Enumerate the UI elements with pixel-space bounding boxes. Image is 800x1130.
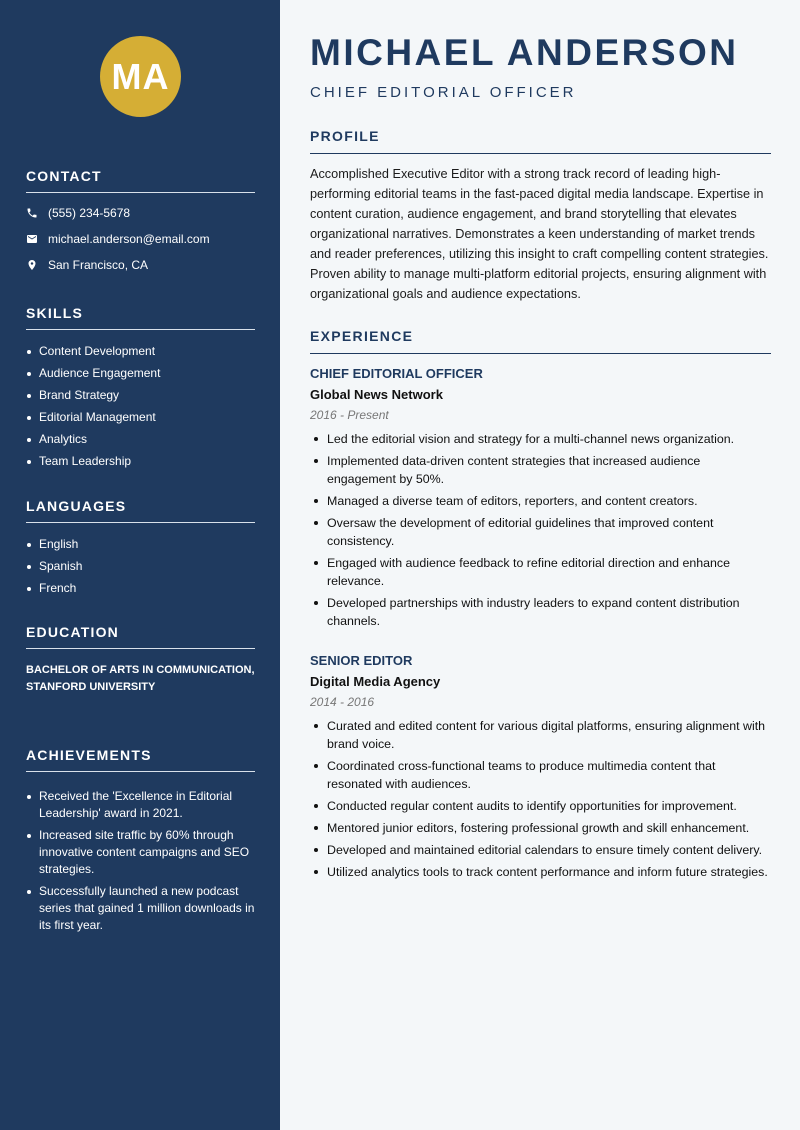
job-bullet: Developed partnerships with industry leaders to expand content distribution channels.	[310, 594, 771, 630]
job-bullet: Led the editorial vision and strategy for a multi-channel news organization.	[310, 430, 771, 448]
location-pin-icon	[26, 259, 38, 271]
skill-item: Brand Strategy	[26, 387, 255, 404]
job-company: Digital Media Agency	[310, 674, 441, 689]
skill-item: Team Leadership	[26, 453, 255, 470]
skills-heading: SKILLS	[26, 305, 255, 330]
job-bullet: Implemented data-driven content strategies that increased audience engagement by 50%.	[310, 452, 771, 488]
job-bullet: Developed and maintained editorial calendars to ensure timely content delivery.	[310, 841, 771, 859]
contact-phone	[26, 206, 255, 219]
candidate-name: MICHAEL ANDERSON	[310, 32, 739, 73]
profile-heading: PROFILE	[310, 128, 771, 154]
languages-section	[26, 498, 255, 602]
skills-section	[26, 305, 255, 475]
achievement-item: Increased site traffic by 60% through innovative content campaigns and SEO strategies.	[26, 827, 255, 878]
job-bullet: Engaged with audience feedback to refine editorial direction and enhance relevance.	[310, 554, 771, 590]
job-entry	[310, 653, 771, 885]
contact-phone-text: (555) 234-5678	[48, 205, 131, 220]
job-bullet: Managed a diverse team of editors, reporters, and content creators.	[310, 492, 771, 510]
contact-section	[26, 168, 255, 284]
job-entry	[310, 366, 771, 634]
achievement-item: Received the 'Excellence in Editorial Leadership' award in 2021.	[26, 788, 255, 822]
skills-list	[26, 343, 255, 470]
job-title: CHIEF EDITORIAL OFFICER	[310, 366, 483, 381]
job-bullet: Mentored junior editors, fostering professional growth and skill enhancement.	[310, 819, 771, 837]
contact-location-text: San Francisco, CA	[48, 257, 149, 272]
contact-location	[26, 258, 255, 271]
achievements-heading: ACHIEVEMENTS	[26, 747, 255, 772]
sidebar	[0, 0, 280, 1130]
language-item: English	[26, 536, 255, 553]
job-bullets	[310, 430, 771, 630]
achievements-list	[26, 788, 255, 934]
contact-heading: CONTACT	[26, 168, 255, 193]
achievement-item: Successfully launched a new podcast series that gained 1 million downloads in its first year.	[26, 883, 255, 934]
job-title: SENIOR EDITOR	[310, 653, 413, 668]
contact-email-text: michael.anderson@email.com	[48, 231, 210, 246]
job-bullets	[310, 717, 771, 881]
job-bullet: Oversaw the development of editorial guidelines that improved content consistency.	[310, 514, 771, 550]
education-degree: BACHELOR OF ARTS IN COMMUNICATION, STANFORD UNIVERSITY	[26, 664, 255, 693]
skill-item: Editorial Management	[26, 409, 255, 426]
languages-list	[26, 536, 255, 597]
job-bullet: Utilized analytics tools to track content performance and inform future strategies.	[310, 863, 771, 881]
skill-item: Content Development	[26, 343, 255, 360]
job-dates: 2014 - 2016	[310, 695, 375, 709]
job-company: Global News Network	[310, 387, 443, 402]
candidate-title: CHIEF EDITORIAL OFFICER	[310, 84, 577, 101]
language-item: French	[26, 580, 255, 597]
avatar: MA	[100, 36, 181, 117]
education-heading: EDUCATION	[26, 624, 255, 649]
email-icon	[26, 233, 38, 245]
job-bullet: Curated and edited content for various digital platforms, ensuring alignment with brand voice.	[310, 717, 771, 753]
phone-icon	[26, 207, 38, 219]
job-bullet: Coordinated cross-functional teams to produce multimedia content that resonated with audiences.	[310, 757, 771, 793]
skill-item: Analytics	[26, 431, 255, 448]
skill-item: Audience Engagement	[26, 365, 255, 382]
language-item: Spanish	[26, 558, 255, 575]
job-dates: 2016 - Present	[310, 408, 389, 422]
contact-email	[26, 232, 255, 245]
languages-heading: LANGUAGES	[26, 498, 255, 523]
job-bullet: Conducted regular content audits to identify opportunities for improvement.	[310, 797, 771, 815]
education-section	[26, 624, 255, 696]
profile-text: Accomplished Executive Editor with a strong track record of leading high-performing editorial teams in the fast-paced digital media landscape. Expertise in content curation, audience engagement, and brand storytelling that elevates organizational narratives. Demonstrates a keen understanding of market trends and reader preferences, utilizing this insight to craft compelling content strategies. Proven ability to manage multi-platform editorial projects, ensuring alignment with organizational goals and audience expectations.	[310, 167, 769, 301]
achievements-section	[26, 747, 255, 939]
experience-heading: EXPERIENCE	[310, 328, 771, 354]
